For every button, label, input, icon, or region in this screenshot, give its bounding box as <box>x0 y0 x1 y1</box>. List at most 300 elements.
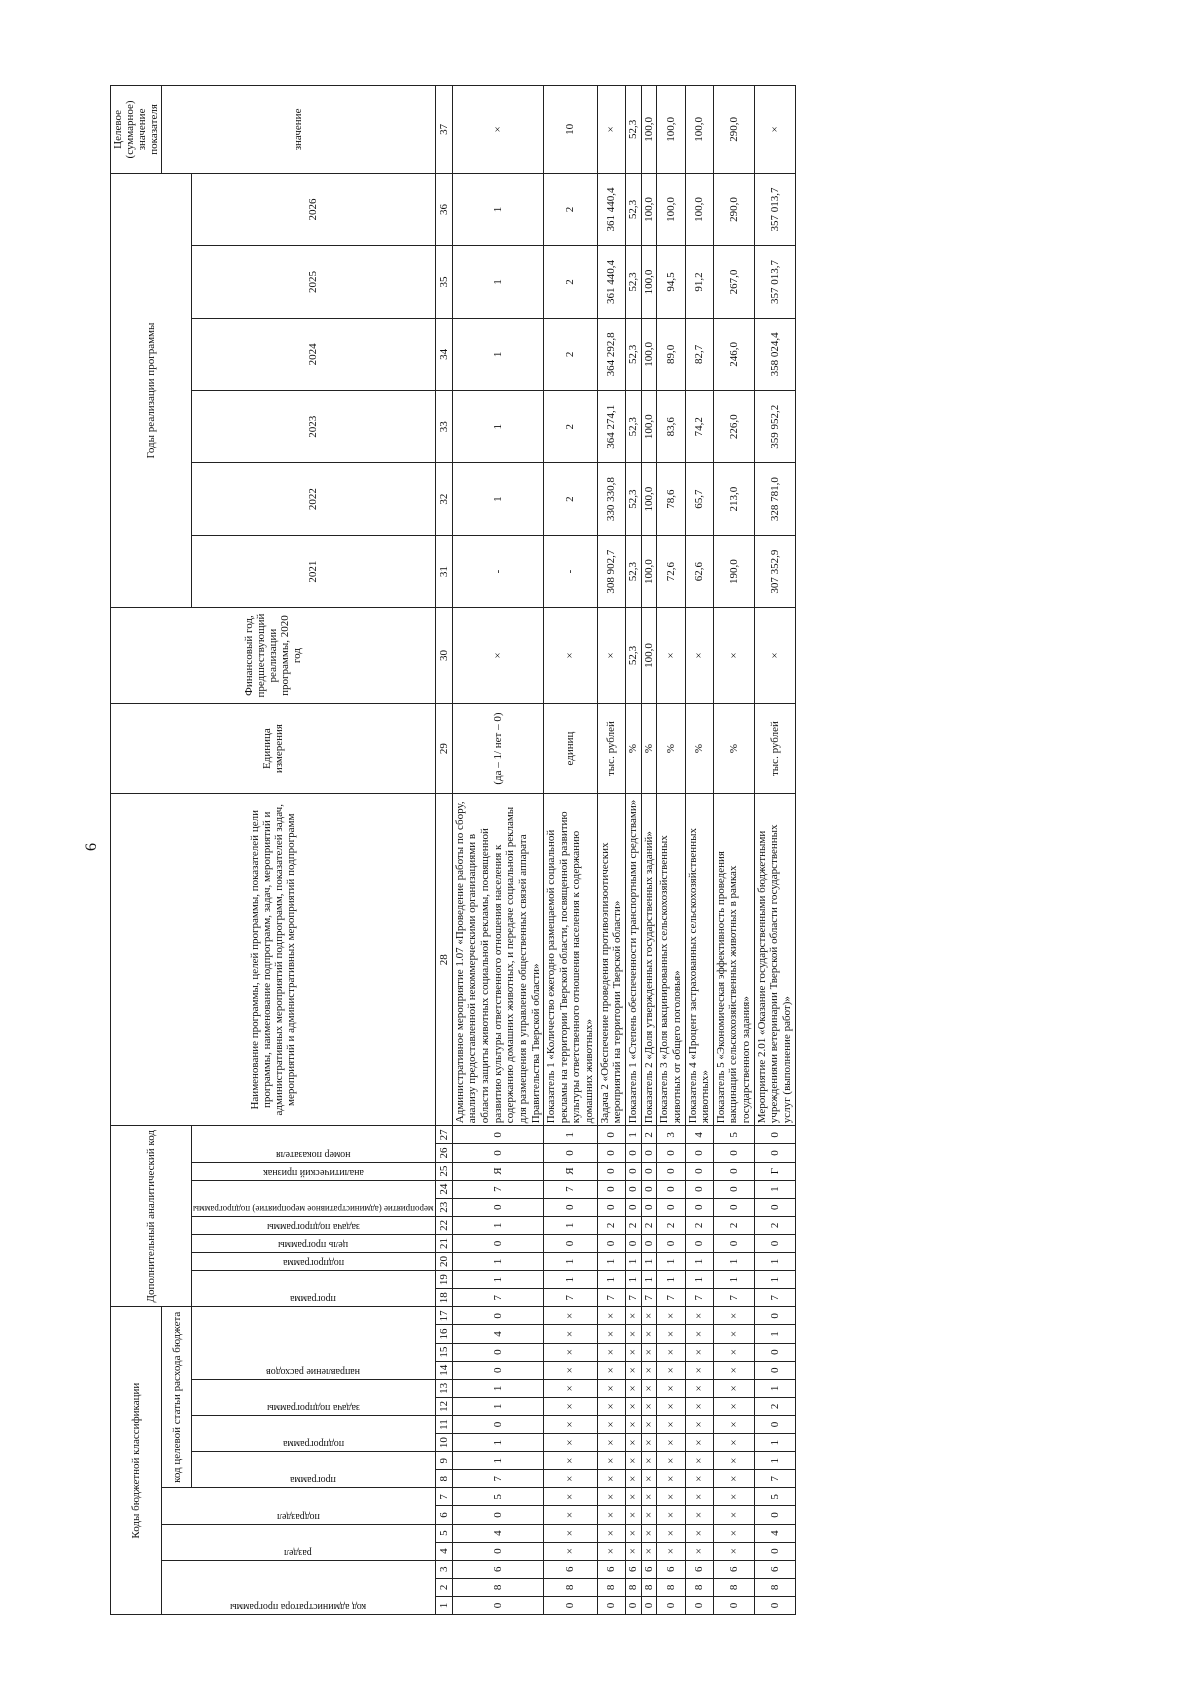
code-cell: 2 <box>641 1126 657 1144</box>
table-row <box>754 86 795 1615</box>
code-cell: 1 <box>452 1252 543 1270</box>
code-cell: × <box>713 1307 754 1325</box>
code-cell: 5 <box>452 1488 543 1506</box>
code-cell: × <box>641 1361 657 1379</box>
code-cell: × <box>657 1379 685 1397</box>
code-cell: 0 <box>452 1307 543 1325</box>
code-cell: 0 <box>626 1596 642 1614</box>
code-cell: × <box>544 1488 598 1506</box>
row-prev-year: × <box>754 608 795 704</box>
code-cell: × <box>685 1397 713 1415</box>
code-cell: 0 <box>713 1144 754 1162</box>
code-cell: × <box>685 1325 713 1343</box>
code-cell: × <box>641 1506 657 1524</box>
code-cell: 2 <box>713 1216 754 1234</box>
row-year-value: 226,0 <box>713 391 754 463</box>
code-cell: 1 <box>713 1271 754 1289</box>
code-cell: × <box>626 1434 642 1452</box>
code-cell: 1 <box>685 1252 713 1270</box>
header-subsection: подраздел <box>276 1510 320 1522</box>
code-cell: Я <box>452 1162 543 1180</box>
code-cell: 6 <box>452 1560 543 1578</box>
code-cell: × <box>544 1524 598 1542</box>
code-cell: 0 <box>685 1180 713 1198</box>
code-cell: 7 <box>452 1289 543 1307</box>
code-cell: × <box>641 1470 657 1488</box>
column-number: 16 <box>435 1325 452 1343</box>
row-target: 52,3 <box>626 86 642 174</box>
row-year-value: 78,6 <box>657 463 685 535</box>
header-event: мероприятие (административное мероприятие) подпрограммы <box>193 1203 434 1214</box>
row-year-value: 82,7 <box>685 318 713 390</box>
code-cell: 0 <box>657 1180 685 1198</box>
code-cell: 3 <box>657 1126 685 1144</box>
row-target: 100,0 <box>641 86 657 174</box>
code-cell: 8 <box>452 1578 543 1596</box>
table-row <box>685 86 713 1615</box>
row-year-value: 290,0 <box>713 173 754 245</box>
row-year-value: 65,7 <box>685 463 713 535</box>
code-cell: 0 <box>713 1180 754 1198</box>
code-cell: × <box>597 1488 625 1506</box>
code-cell: 0 <box>452 1144 543 1162</box>
column-number: 29 <box>435 703 452 794</box>
code-cell: 0 <box>626 1234 642 1252</box>
code-cell: 7 <box>657 1289 685 1307</box>
code-cell: 2 <box>754 1397 795 1415</box>
code-cell: 1 <box>641 1252 657 1270</box>
row-year-value: - <box>544 535 598 607</box>
row-unit: единиц <box>544 703 598 794</box>
code-cell: × <box>685 1307 713 1325</box>
code-cell: 8 <box>754 1578 795 1596</box>
page-number: 6 <box>83 843 100 851</box>
row-year-value: 100,0 <box>641 246 657 318</box>
column-number: 25 <box>435 1162 452 1180</box>
header-prev-year: Финансовый год, предшествующий реализации программы, 2020 год <box>111 608 436 704</box>
code-cell: 7 <box>641 1289 657 1307</box>
code-cell: 4 <box>685 1126 713 1144</box>
code-cell: 4 <box>452 1325 543 1343</box>
code-cell: × <box>641 1488 657 1506</box>
column-number: 27 <box>435 1126 452 1144</box>
code-cell: × <box>626 1361 642 1379</box>
code-cell: 7 <box>544 1180 598 1198</box>
code-cell: 1 <box>626 1126 642 1144</box>
row-prev-year: 52,3 <box>626 608 642 704</box>
code-cell: × <box>657 1506 685 1524</box>
row-year-value: 364 274,1 <box>597 391 625 463</box>
column-number: 20 <box>435 1252 452 1270</box>
code-cell: × <box>641 1307 657 1325</box>
code-cell: × <box>544 1415 598 1433</box>
code-cell: 0 <box>657 1596 685 1614</box>
row-year-value: 357 013,7 <box>754 173 795 245</box>
column-number: 23 <box>435 1198 452 1216</box>
row-year-value: 1 <box>452 463 543 535</box>
code-cell: × <box>657 1397 685 1415</box>
column-number: 7 <box>435 1488 452 1506</box>
header-add-subprogram: подпрограмма <box>282 1257 344 1269</box>
code-cell: × <box>641 1434 657 1452</box>
code-cell: 0 <box>685 1144 713 1162</box>
code-cell: 0 <box>754 1415 795 1433</box>
code-cell: 0 <box>641 1162 657 1180</box>
code-cell: 0 <box>754 1144 795 1162</box>
code-cell: 6 <box>626 1560 642 1578</box>
code-cell: × <box>713 1343 754 1361</box>
row-year-value: 100,0 <box>641 463 657 535</box>
row-name: Показатель 5 «Экономическая эффективность проведения вакцинаций сельскохозяйственных животных в рамках государственного задания» <box>713 794 754 1126</box>
code-cell: 1 <box>452 1452 543 1470</box>
code-cell: × <box>597 1379 625 1397</box>
column-number: 18 <box>435 1289 452 1307</box>
row-year-value: 2 <box>544 463 598 535</box>
row-target: × <box>452 86 543 174</box>
code-cell: 7 <box>754 1289 795 1307</box>
row-year-value: 52,3 <box>626 391 642 463</box>
row-year-value: 2 <box>544 318 598 390</box>
row-unit: % <box>641 703 657 794</box>
header-section: раздел <box>284 1546 313 1558</box>
code-cell: 1 <box>452 1216 543 1234</box>
code-cell: × <box>544 1325 598 1343</box>
code-cell: × <box>544 1397 598 1415</box>
code-cell: × <box>657 1325 685 1343</box>
code-cell: 0 <box>452 1126 543 1144</box>
code-cell: 0 <box>754 1198 795 1216</box>
code-cell: × <box>597 1415 625 1433</box>
column-number: 33 <box>435 391 452 463</box>
row-year-value: 1 <box>452 318 543 390</box>
code-cell: × <box>657 1434 685 1452</box>
table-body <box>452 86 795 1615</box>
code-cell: × <box>626 1542 642 1560</box>
code-cell: × <box>597 1325 625 1343</box>
header-program-goal: цель программы <box>278 1238 349 1250</box>
code-cell: × <box>641 1325 657 1343</box>
code-cell: 0 <box>713 1596 754 1614</box>
row-unit: % <box>713 703 754 794</box>
header-program: программа <box>290 1474 337 1486</box>
code-cell: Г <box>754 1162 795 1180</box>
row-year-value: 358 024,4 <box>754 318 795 390</box>
row-year-value: 328 781,0 <box>754 463 795 535</box>
row-name: Административное мероприятие 1.07 «Проведение работы по сбору, анализу предоставленной некоммерческими организациями в области защиты животных социальной рекламы, посвященной развитию культуры ответственного отношения населения к содержанию домашних животных, и передаче социальной рекламы для размещения в управление общественных связей аппарата Правительства Тверской области» <box>452 794 543 1126</box>
table-row <box>452 86 543 1615</box>
row-prev-year: × <box>685 608 713 704</box>
code-cell: × <box>685 1524 713 1542</box>
row-year-value: 100,0 <box>641 391 657 463</box>
code-cell: × <box>626 1506 642 1524</box>
code-cell: 1 <box>597 1271 625 1289</box>
row-prev-year: × <box>657 608 685 704</box>
code-cell: 8 <box>713 1578 754 1596</box>
row-year-value: 52,3 <box>626 535 642 607</box>
code-cell: × <box>713 1379 754 1397</box>
code-cell: × <box>713 1542 754 1560</box>
row-year-value: 190,0 <box>713 535 754 607</box>
code-cell: 0 <box>626 1162 642 1180</box>
row-target: × <box>754 86 795 174</box>
code-cell: 0 <box>544 1234 598 1252</box>
code-cell: × <box>544 1434 598 1452</box>
column-number: 19 <box>435 1271 452 1289</box>
row-target: 100,0 <box>657 86 685 174</box>
row-target: 10 <box>544 86 598 174</box>
row-unit: (да – 1/ нет – 0) <box>452 703 543 794</box>
code-cell: × <box>544 1307 598 1325</box>
row-year-value: 1 <box>452 173 543 245</box>
code-cell: × <box>685 1452 713 1470</box>
code-cell: × <box>597 1434 625 1452</box>
code-cell: 8 <box>685 1578 713 1596</box>
code-cell: 6 <box>713 1560 754 1578</box>
code-cell: 1 <box>754 1452 795 1470</box>
column-number: 12 <box>435 1397 452 1415</box>
code-cell: 0 <box>452 1506 543 1524</box>
row-year-value: 357 013,7 <box>754 246 795 318</box>
code-cell: 0 <box>754 1126 795 1144</box>
code-cell: 0 <box>685 1596 713 1614</box>
code-cell: 1 <box>754 1379 795 1397</box>
code-cell: 0 <box>685 1162 713 1180</box>
code-cell: 7 <box>544 1289 598 1307</box>
header-name: Наименование программы, целей программы, показателей цели программы, наименование подпрограмм, задач, мероприятий и административных мероприятий подпрограмм, показателей задач, мероприятий и административных мероприятий подпрограмм <box>111 794 436 1126</box>
code-cell: × <box>713 1397 754 1415</box>
row-prev-year: × <box>597 608 625 704</box>
code-cell: × <box>657 1542 685 1560</box>
year-2022: 2022 <box>192 463 436 535</box>
code-cell: 4 <box>452 1524 543 1542</box>
row-unit: % <box>657 703 685 794</box>
code-cell: 5 <box>754 1488 795 1506</box>
code-cell: × <box>544 1379 598 1397</box>
column-number: 37 <box>435 86 452 174</box>
header-subprogram: подпрограмма <box>282 1438 344 1450</box>
header-indicator-number: номер показателя <box>276 1148 351 1160</box>
code-cell: 2 <box>626 1216 642 1234</box>
code-cell: 0 <box>641 1234 657 1252</box>
year-2025: 2025 <box>192 246 436 318</box>
code-cell: 7 <box>685 1289 713 1307</box>
row-year-value: 2 <box>544 173 598 245</box>
code-cell: × <box>657 1524 685 1542</box>
column-number: 30 <box>435 608 452 704</box>
column-number: 5 <box>435 1524 452 1542</box>
row-year-value: 72,6 <box>657 535 685 607</box>
code-cell: 0 <box>452 1234 543 1252</box>
code-cell: × <box>685 1488 713 1506</box>
row-year-value: 330 330,8 <box>597 463 625 535</box>
code-cell: 0 <box>452 1198 543 1216</box>
code-cell: × <box>641 1542 657 1560</box>
code-cell: 1 <box>544 1252 598 1270</box>
header-subprogram-task2: задача подпрограммы <box>266 1220 360 1232</box>
code-cell: × <box>713 1524 754 1542</box>
column-number: 31 <box>435 535 452 607</box>
code-cell: 1 <box>626 1252 642 1270</box>
code-cell: × <box>713 1434 754 1452</box>
row-name: Показатель 1 «Количество ежегодно размещаемой социальной рекламы на территории Тверской области, посвященной развитию культуры ответственного отношения населения к содержанию домашних животных» <box>544 794 598 1126</box>
code-cell: 0 <box>452 1361 543 1379</box>
row-year-value: 361 440,4 <box>597 246 625 318</box>
row-year-value: 62,6 <box>685 535 713 607</box>
code-cell: × <box>713 1415 754 1433</box>
column-number: 9 <box>435 1452 452 1470</box>
code-cell: 6 <box>657 1560 685 1578</box>
code-cell: × <box>626 1397 642 1415</box>
code-cell: 0 <box>641 1596 657 1614</box>
row-name: Мероприятие 2.01 «Оказание государственными бюджетными учреждениями ветеринарии Тверской области государственных услуг (выполнение работ)» <box>754 794 795 1126</box>
row-unit: тыс. рублей <box>597 703 625 794</box>
row-prev-year: × <box>713 608 754 704</box>
code-cell: 7 <box>754 1470 795 1488</box>
table-row <box>657 86 685 1615</box>
code-cell: 6 <box>597 1560 625 1578</box>
code-cell: 0 <box>685 1198 713 1216</box>
code-cell: 2 <box>685 1216 713 1234</box>
row-year-value: 100,0 <box>641 173 657 245</box>
code-cell: 1 <box>754 1252 795 1270</box>
column-number: 28 <box>435 794 452 1126</box>
column-number: 13 <box>435 1379 452 1397</box>
code-cell: 7 <box>626 1289 642 1307</box>
code-cell: × <box>626 1343 642 1361</box>
code-cell: × <box>544 1506 598 1524</box>
code-cell: × <box>597 1452 625 1470</box>
column-number: 8 <box>435 1470 452 1488</box>
code-cell: 0 <box>754 1343 795 1361</box>
row-unit: % <box>626 703 642 794</box>
code-cell: 0 <box>754 1307 795 1325</box>
code-cell: 6 <box>641 1560 657 1578</box>
code-cell: 1 <box>657 1271 685 1289</box>
code-cell: × <box>544 1361 598 1379</box>
code-cell: 0 <box>452 1542 543 1560</box>
column-number: 11 <box>435 1415 452 1433</box>
code-cell: 1 <box>544 1271 598 1289</box>
code-cell: 6 <box>544 1560 598 1578</box>
code-cell: 0 <box>597 1198 625 1216</box>
code-cell: 1 <box>452 1379 543 1397</box>
header-subprogram-task: задача подпрограммы <box>266 1401 360 1413</box>
code-cell: 0 <box>626 1180 642 1198</box>
row-year-value: 364 292,8 <box>597 318 625 390</box>
code-cell: 8 <box>626 1578 642 1596</box>
code-cell: × <box>641 1524 657 1542</box>
code-cell: 0 <box>657 1234 685 1252</box>
code-cell: × <box>685 1470 713 1488</box>
code-cell: 1 <box>452 1271 543 1289</box>
header-years: Годы реализации программы <box>111 173 192 607</box>
column-number: 14 <box>435 1361 452 1379</box>
row-year-value: 359 952,2 <box>754 391 795 463</box>
header-additional-code: Дополнительный аналитический код <box>111 1126 192 1307</box>
code-cell: 0 <box>626 1144 642 1162</box>
row-year-value: 308 902,7 <box>597 535 625 607</box>
code-cell: 0 <box>754 1234 795 1252</box>
row-name: Показатель 4 «Процент застрахованных сельскохозяйственных животных» <box>685 794 713 1126</box>
code-cell: 0 <box>641 1144 657 1162</box>
code-cell: 8 <box>657 1578 685 1596</box>
row-year-value: - <box>452 535 543 607</box>
header-analytic-sign: аналитический признак <box>262 1166 364 1178</box>
code-cell: × <box>713 1488 754 1506</box>
code-cell: × <box>626 1470 642 1488</box>
row-year-value: 91,2 <box>685 246 713 318</box>
year-2021: 2021 <box>192 535 436 607</box>
code-cell: 1 <box>713 1252 754 1270</box>
code-cell: × <box>657 1361 685 1379</box>
code-cell: 1 <box>641 1271 657 1289</box>
header-value: значение <box>162 86 436 174</box>
row-year-value: 89,0 <box>657 318 685 390</box>
column-number: 34 <box>435 318 452 390</box>
column-number: 36 <box>435 173 452 245</box>
code-cell: 0 <box>713 1198 754 1216</box>
code-cell: × <box>685 1379 713 1397</box>
code-cell: 0 <box>626 1198 642 1216</box>
table-row <box>597 86 625 1615</box>
code-cell: × <box>597 1506 625 1524</box>
code-cell: Я <box>544 1162 598 1180</box>
code-cell: 1 <box>544 1216 598 1234</box>
code-cell: × <box>657 1307 685 1325</box>
code-cell: 1 <box>597 1252 625 1270</box>
code-cell: × <box>641 1397 657 1415</box>
column-number: 1 <box>435 1596 452 1614</box>
program-table <box>110 85 796 1615</box>
code-cell: × <box>544 1343 598 1361</box>
code-cell: 7 <box>597 1289 625 1307</box>
column-number: 17 <box>435 1307 452 1325</box>
code-cell: 8 <box>597 1578 625 1596</box>
row-year-value: 100,0 <box>641 318 657 390</box>
column-number: 22 <box>435 1216 452 1234</box>
code-cell: × <box>597 1524 625 1542</box>
code-cell: 6 <box>685 1560 713 1578</box>
code-cell: 0 <box>754 1542 795 1560</box>
table-row <box>713 86 754 1615</box>
table-row <box>544 86 598 1615</box>
code-cell: × <box>597 1343 625 1361</box>
code-cell: 1 <box>657 1252 685 1270</box>
code-cell: 1 <box>544 1126 598 1144</box>
row-year-value: 52,3 <box>626 173 642 245</box>
code-cell: × <box>657 1343 685 1361</box>
code-cell: × <box>544 1452 598 1470</box>
code-cell: 7 <box>452 1470 543 1488</box>
column-number: 15 <box>435 1343 452 1361</box>
code-cell: 0 <box>597 1144 625 1162</box>
code-cell: × <box>597 1397 625 1415</box>
row-year-value: 2 <box>544 246 598 318</box>
code-cell: 1 <box>754 1271 795 1289</box>
code-cell: 0 <box>452 1596 543 1614</box>
code-cell: × <box>713 1506 754 1524</box>
column-number: 21 <box>435 1234 452 1252</box>
code-cell: 2 <box>657 1216 685 1234</box>
code-cell: 0 <box>754 1506 795 1524</box>
row-year-value: 100,0 <box>641 535 657 607</box>
header-target: Целевое (суммарное) значение показателя <box>111 86 162 174</box>
code-cell: 8 <box>641 1578 657 1596</box>
code-cell: × <box>597 1542 625 1560</box>
code-cell: × <box>626 1415 642 1433</box>
row-year-value: 100,0 <box>657 173 685 245</box>
row-year-value: 1 <box>452 246 543 318</box>
